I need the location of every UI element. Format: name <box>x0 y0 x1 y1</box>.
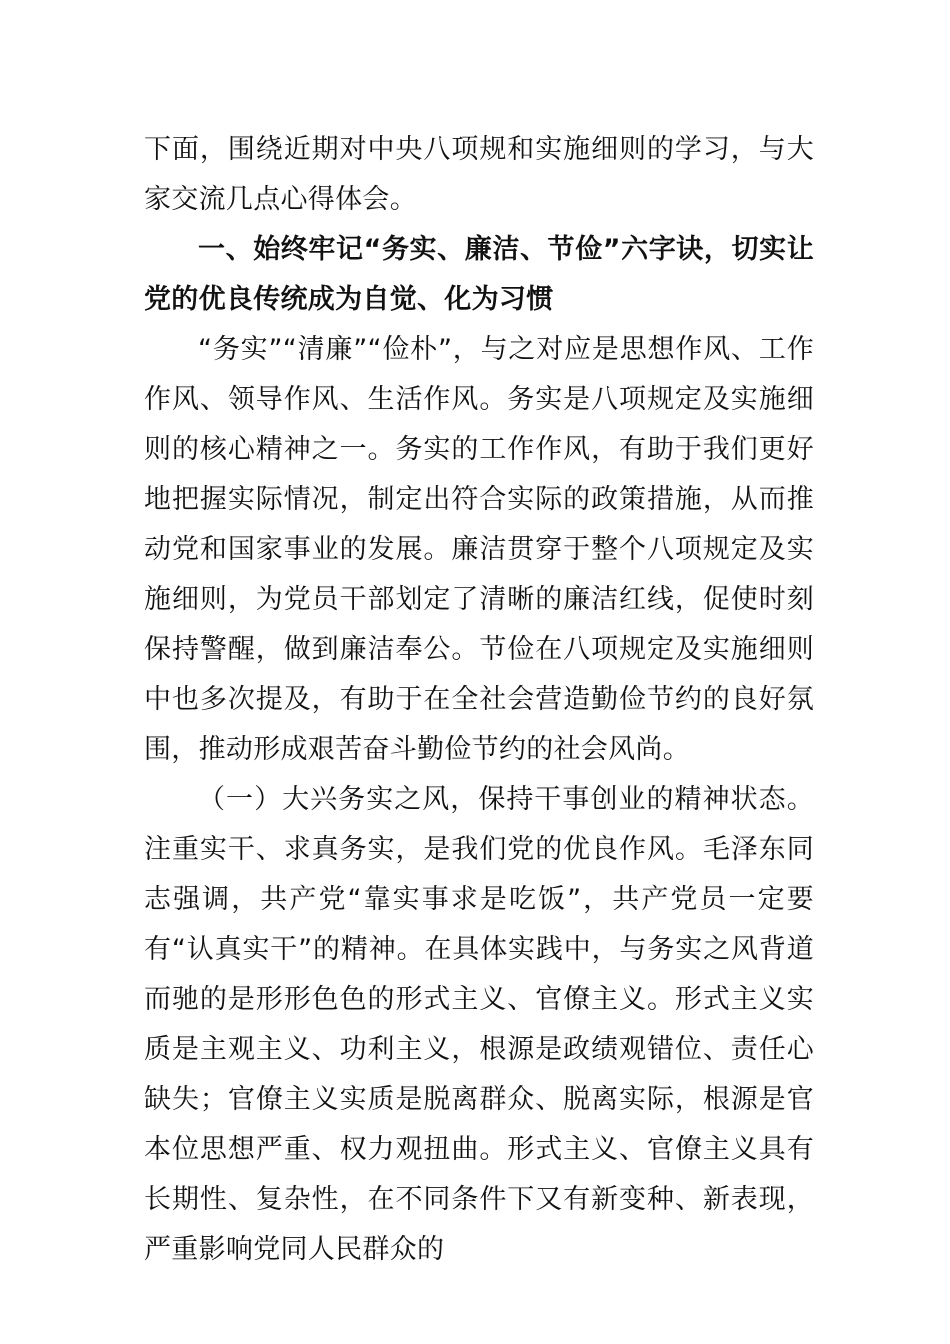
intro-paragraph: 下面，围绕近期对中央八项规和实施细则的学习，与大家交流几点心得体会。 <box>144 134 814 215</box>
section-heading: 一、始终牢记“务实、廉洁、节俭”六字诀，切实让党的优良传统成为自觉、化为习惯 <box>144 234 814 315</box>
document-page <box>144 125 814 1275</box>
subsection-paragraph: （一）大兴务实之风，保持干事创业的精神状态。注重实干、求真务实，是我们党的优良作风。毛泽东同志强调，共产党“靠实事求是吃饭”，共产党员一定要有“认真实干”的精神。在具体实践中，与务实之风背道而驰的是形形色色的形式主义、官僚主义。形式主义实质是主观主义、功利主义，根源是政绩观错位、责任心缺失；官僚主义实质是脱离群众、脱离实际，根源是官本位思想严重、权力观扭曲。形式主义、官僚主义具有长期性、复杂性，在不同条件下又有新变种、新表现，严重影响党同人民群众的 <box>144 784 814 1265</box>
body-paragraph: “务实”“清廉”“俭朴”，与之对应是思想作风、工作作风、领导作风、生活作风。务实是八项规定及实施细则的核心精神之一。务实的工作作风，有助于我们更好地把握实际情况，制定出符合实际的政策措施，从而推动党和国家事业的发展。廉洁贯穿于整个八项规定及实施细则，为党员干部划定了清晰的廉洁红线，促使时刻保持警醒，做到廉洁奉公。节俭在八项规定及实施细则中也多次提及，有助于在全社会营造勤俭节约的良好氛围，推动形成艰苦奋斗勤俭节约的社会风尚。 <box>144 334 814 765</box>
